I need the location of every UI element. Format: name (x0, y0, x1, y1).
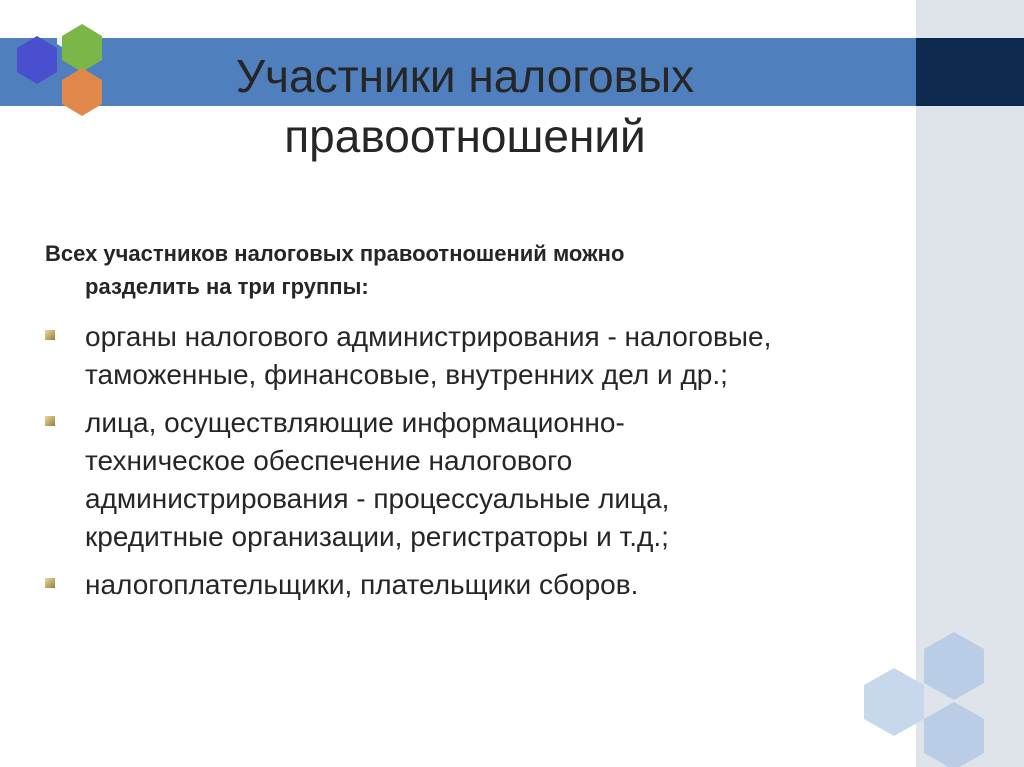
page-title (130, 46, 800, 166)
hexagon-cluster-icon (0, 0, 120, 125)
bullet-1-line-1: органы налогового администрирования - налоговые, (85, 321, 772, 352)
hexagon-light-icon (924, 702, 984, 767)
intro-text (45, 237, 845, 303)
hexagon-orange-icon (62, 68, 102, 116)
intro-line-2: разделить на три группы: (85, 274, 369, 299)
bullet-3-line-1: налогоплательщики, плательщики сборов. (85, 569, 639, 600)
list-item (45, 404, 925, 556)
bullet-2-line-1: лица, осуществляющие информационно- (85, 407, 625, 438)
hexagon-blue-icon (17, 36, 57, 84)
bullet-2-line-4: кредитные организации, регистраторы и т.д.; (85, 521, 669, 552)
bullet-2-line-2: техническое обеспечение налогового (85, 445, 573, 476)
list-item (45, 566, 925, 604)
hexagon-decoration-icon (860, 625, 1024, 767)
list-item (45, 318, 925, 394)
bullet-1-line-2: таможенные, финансовые, внутренних дел и др.; (85, 359, 728, 390)
hexagon-light-icon (864, 668, 924, 736)
title-line-1: Участники налоговых (235, 50, 695, 102)
square-bullet-icon (45, 416, 55, 426)
hexagon-light-icon (924, 632, 984, 700)
title-band-dark (916, 38, 1024, 106)
bullet-list (45, 318, 925, 614)
title-line-2: правоотношений (284, 110, 646, 162)
intro-line-1: Всех участников налоговых правоотношений можно (45, 241, 625, 266)
square-bullet-icon (45, 330, 55, 340)
bullet-2-line-3: администрирования - процессуальные лица, (85, 483, 670, 514)
square-bullet-icon (45, 578, 55, 588)
